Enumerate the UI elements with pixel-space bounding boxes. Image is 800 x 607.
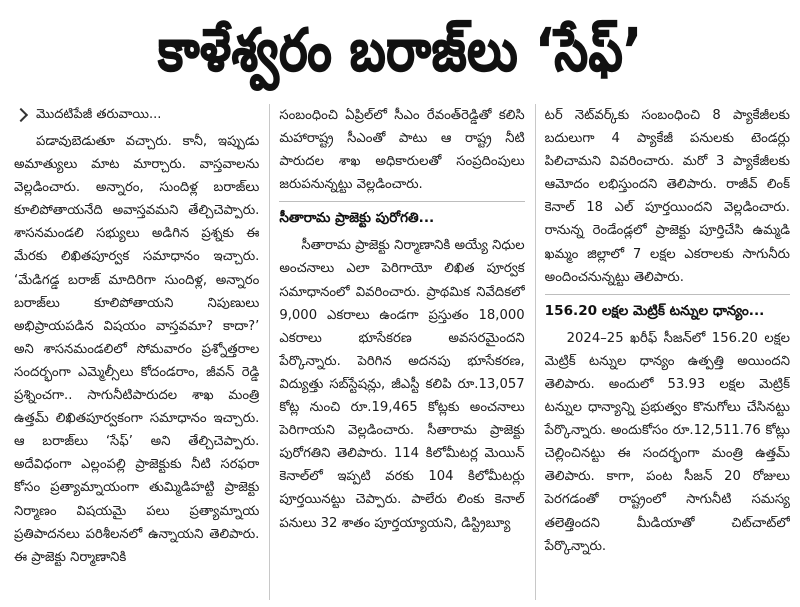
subheading-paddy: 156.20 లక్షల మెట్రిక్‌ టన్నుల ధాన్యం... [545, 294, 790, 323]
headline: కాళేశ్వరం బరాజ్‌లు ‘సేఫ్‌’ [157, 16, 643, 84]
column-1 [14, 104, 259, 600]
continuation-marker [14, 104, 259, 126]
column-1-paragraph: పడావుబెడుతూ వచ్చారు. కానీ, ఇప్పుడు అమాత్యులు మాట మార్చారు. వాస్తవాలను వెల్లడించారు. అన్నారం, సుందిళ్ల బరాజ్‌లు కూలిపోతాయనేది అవాస్తవమని తేల్చిచెప్పారు. శాసనమండలి సభ్యులు అడిగిన ప్రశ్నకు ఈ మేరకు లిఖితపూర్వక సమాధానం ఇచ్చారు. ‘మేడిగడ్డ బరాజ్‌ మాదిరిగా సుందిళ్ల, అన్నారం బరాజ్‌లు కూలిపోతాయని నిపుణులు అభిప్రాయపడిన విషయం వాస్తవమా? కాదా?’ అని శాసనమండలిలో సోమవారం ప్రశ్నోత్తరాల సందర్భంగా ఎమ్మెల్సీలు కోదండరాం, జీవన్‌ రెడ్డి ప్రశ్నించగా.. సాగునీటిపారుదల శాఖ మంత్రి ఉత్తమ్‌ లిఖితపూర్వకంగా సమాధానం ఇచ్చారు. ఆ బరాజ్‌లు ‘సేఫ్‌’ అని తేల్చిచెప్పారు. అదేవిధంగా ఎల్లంపల్లి ప్రాజెక్టుకు నీటి సరఫరా కోసం ప్రత్యామ్నాయంగా తుమ్మిడిహట్టి ప్రాజెక్టు నిర్మాణం విషయమై పలు ప్రత్యామ్నాయ ప్రతిపాదనలు పరిశీలనలో ఉన్నాయని తెలిపారు. ఈ ప్రాజెక్టు నిర్మాణానికి [14, 134, 260, 565]
continuation-label: మొదటిపేజీ తరువాయి... [36, 107, 162, 122]
column-2-paragraph-2: సీతారామ ప్రాజెక్టు నిర్మాణానికి అయ్యే నిధుల అంచనాలు ఎలా పెరిగాయో లిఖిత పూర్వక సమాధానంలో వివరించారు. ప్రాథమిక నివేదికలో 9,000 ఎకరాలు ఉండగా ప్రస్తుతం 18,000 ఎకరాలు భూసేకరణ అవసరమైందని పేర్కొన్నారు. పెరిగిన అదనపు భూసేకరణ, విద్యుత్తు సబ్‌స్టేషన్లు, జీఎస్టీ కలిపి రూ.13,057 కోట్ల నుంచి రూ.19,465 కోట్లకు అంచనాలు పెరిగాయని వెల్లడించారు. సీతారామ ప్రాజెక్టు పురోగతిని తెలిపారు. 114 కిలోమీటర్ల మెయిన్‌ కెనాల్‌లో ఇప్పటి వరకు 104 కిలోమీటర్లు పూర్తయినట్టు చెప్పారు. పాలేరు లింకు కెనాల్‌ పనులు 32 శాతం పూర్తయ్యాయని, డిస్ట్రిబ్యూ [279, 238, 525, 531]
column-3-paragraph-1: టర్‌ నెట్‌వర్క్‌కు సంబంధించి 8 ప్యాకేజీలకు బదులుగా 4 ప్యాకేజీ పనులకు టెండర్లు పిలిచామని వివరించారు. మరో 3 ప్యాకేజీలకు ఆమోదం లభిస్తుందని తెలిపారు. రాజీవ్‌ లింక్‌ కెనాల్‌ 18 ఎల్‌ పూర్తయిందని వెల్లడించారు. రానున్న రెండేండ్లలో ప్రాజెక్టు పూర్తిచేసి ఉమ్మడి ఖమ్మం జిల్లాలో 7 లక్షల ఎకరాలకు సాగునీరు అందించనున్నట్టు తెలిపారు. [544, 108, 790, 285]
column-2 [269, 104, 524, 600]
article-columns [14, 104, 790, 600]
column-2-paragraph-1: సంబంధించి ఏప్రిల్‌లో సీఎం రేవంత్‌రెడ్డితో కలిసి మహారాష్ట్ర సీఎంతో పాటు ఆ రాష్ట్ర నీటి పారుదల శాఖ అధికారులతో సంప్రదింపులు జరుపనున్నట్టు వెల్లడించారు. [279, 108, 525, 193]
headline-banner [0, 4, 800, 96]
column-3-paragraph-2: 2024–25 ఖరీఫ్‌ సీజన్‌లో 156.20 లక్షల మెట్రిక్‌ టన్నుల ధాన్యం ఉత్పత్తి అయిందని తెలిపారు. అందులో 53.93 లక్షల మెట్రిక్‌ టన్నుల ధాన్యాన్ని ప్రభుత్వం కొనుగోలు చేసినట్టు పేర్కొన్నారు. అందుకోసం రూ.12,511.76 కోట్లు చెల్లించినట్టు ఈ సందర్భంగా మంత్రి ఉత్తమ్‌ తెలిపారు. కాగా, పంట సీజన్‌ 20 రోజులు పెరగడంతో రాష్ట్రంలో సాగునీటి సమస్య తలెత్తిందని మీడియాతో చిట్‌చాట్‌లో పేర్కొన్నారు. [544, 330, 790, 554]
subheading-seetharama: సీతారామ ప్రాజెక్టు పురోగతి... [279, 201, 524, 230]
chevron-right-icon [14, 108, 28, 122]
column-3 [535, 104, 790, 600]
